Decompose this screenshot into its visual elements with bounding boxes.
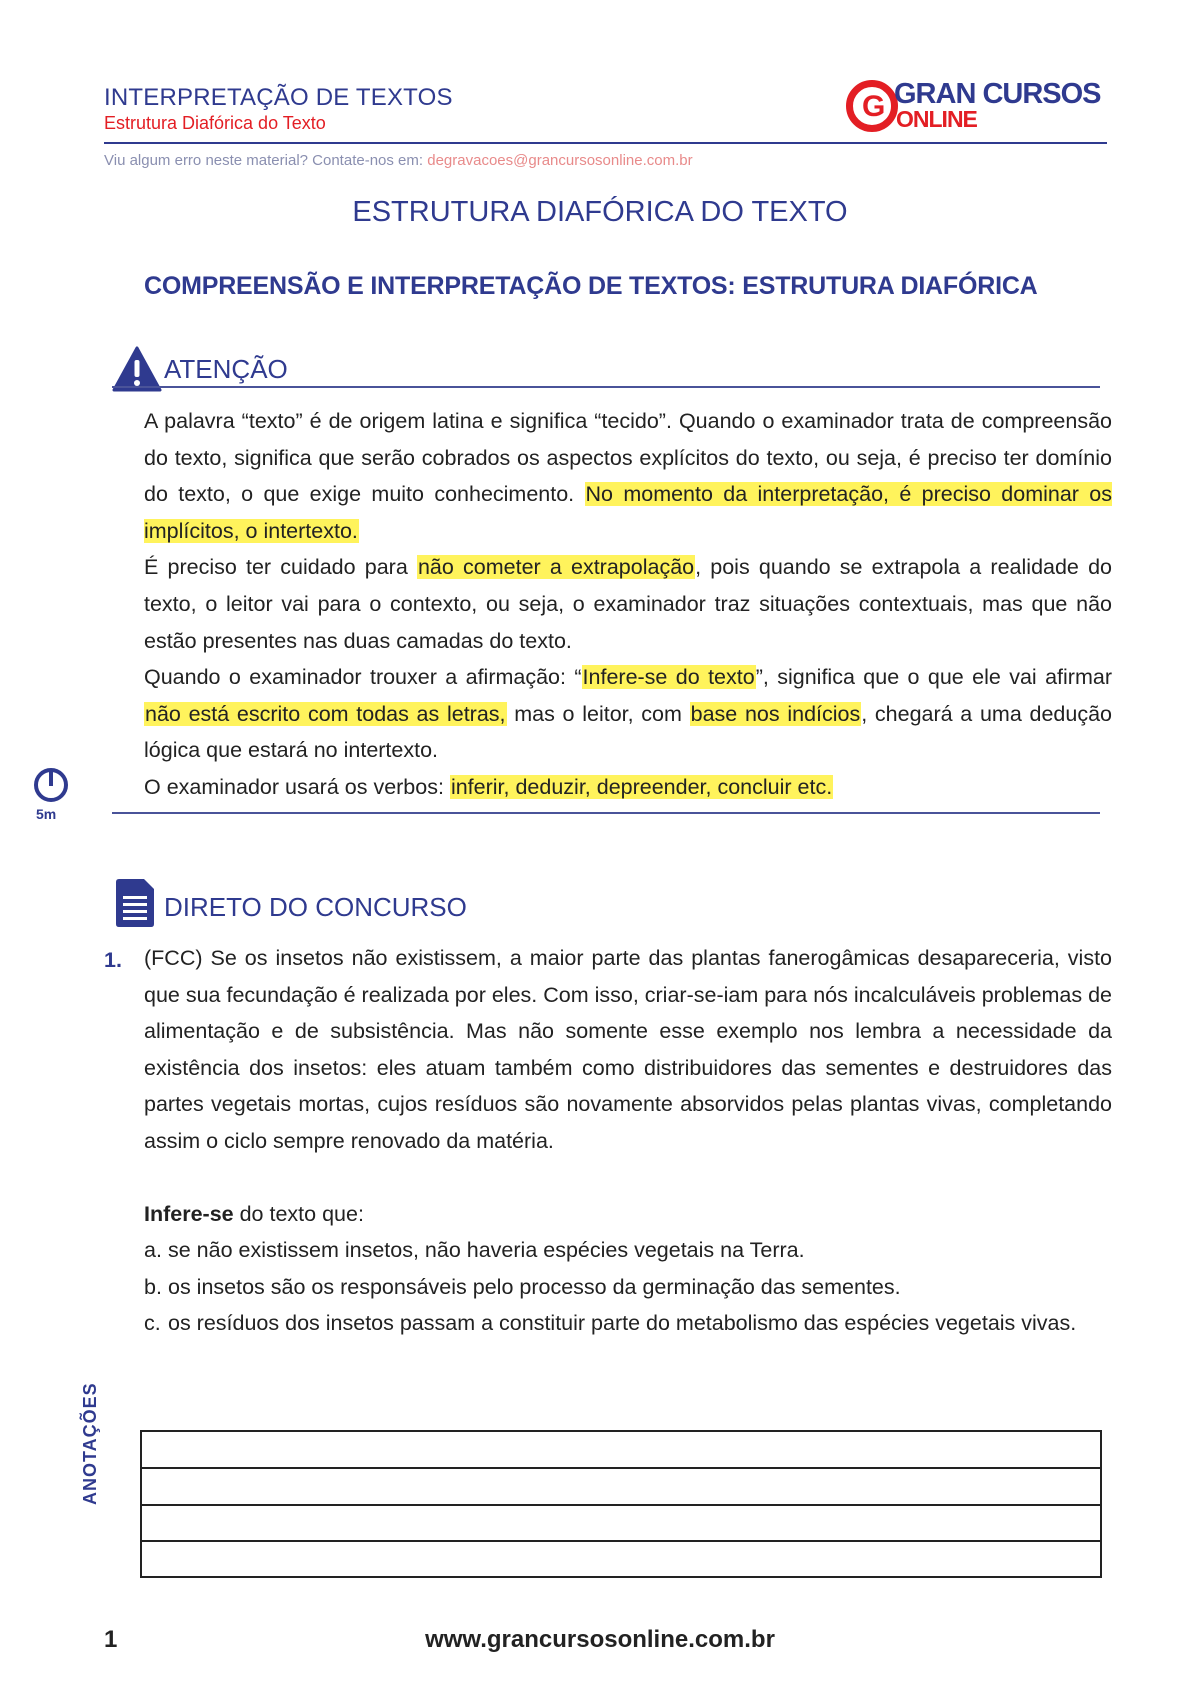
option-letter: a.	[144, 1238, 162, 1262]
attention-text: mas o leitor, com	[506, 701, 690, 726]
logo-g-mark	[846, 80, 898, 132]
attention-heading: ATENÇÃO	[164, 354, 288, 384]
notes-box[interactable]	[140, 1430, 1102, 1578]
attention-text: , pois quando se extrapola a realidade do texto, o leitor vai para o contexto, ou seja, o examinador traz situações contextuais, mas que não estão presentes nas duas camadas do texto.	[144, 555, 1112, 653]
logo-cursos-text: CURSOS	[982, 78, 1101, 110]
option-text: os resíduos dos insetos passam a constituir parte do metabolismo das espécies vegetais vivas.	[168, 1311, 1077, 1336]
page-title: ESTRUTURA DIAFÓRICA DO TEXTO	[352, 196, 848, 228]
contact-line	[104, 152, 693, 169]
logo-online-text: ONLINE	[896, 106, 977, 132]
footer-url-link[interactable]: www.grancursosonline.com.br	[425, 1626, 775, 1653]
notes-line	[142, 1540, 1100, 1542]
attention-paragraph	[144, 403, 1112, 549]
option-letter: c.	[144, 1311, 161, 1336]
section-subtitle: COMPREENSÃO E INTERPRETAÇÃO DE TEXTOS: ESTRUTURA DIAFÓRICA	[144, 272, 1038, 300]
attention-text: É preciso ter cuidado para	[144, 555, 417, 580]
question-number: 1.	[104, 948, 122, 972]
attention-top-rule	[112, 386, 1100, 388]
attention-bottom-rule	[112, 812, 1100, 814]
highlight: inferir, deduzir, depreender, concluir etc.	[450, 774, 833, 799]
page-number: 1	[104, 1626, 118, 1653]
prompt-rest: do texto que:	[233, 1202, 364, 1226]
attention-body	[144, 403, 1112, 806]
highlight: não está escrito com todas as letras,	[145, 701, 506, 726]
option-a[interactable]	[144, 1232, 1112, 1269]
attention-paragraph	[144, 549, 1112, 659]
timer-label: 5m	[36, 806, 57, 822]
notes-line	[142, 1504, 1100, 1506]
contact-prefix: Viu algum erro neste material? Contate-nos em:	[104, 152, 424, 169]
highlight: No momento da interpretação, é preciso dominar os implícitos, o intertexto.	[144, 482, 1112, 543]
option-b[interactable]	[144, 1269, 1112, 1306]
highlight: base nos indícios	[690, 701, 861, 726]
attention-paragraph	[144, 659, 1112, 769]
timer-hand	[49, 772, 53, 786]
direto-heading: DIRETO DO CONCURSO	[164, 892, 467, 922]
highlight: Infere-se do texto	[582, 665, 755, 690]
attention-text: A palavra “texto” é de origem latina e significa “tecido”. Quando o examinador trata de compreensão do texto, significa que serão cobrados os aspectos explícitos do texto, ou seja, é preciso ter domínio do texto, o que exige muito conhecimento.	[144, 409, 1112, 507]
contact-email-link[interactable]: degravacoes@grancursosonline.com.br	[427, 152, 693, 169]
option-c[interactable]	[144, 1305, 1112, 1342]
attention-text: Quando o examinador trouxer a afirmação: “	[144, 665, 582, 690]
highlight: não cometer a extrapolação	[417, 555, 695, 580]
notes-label: ANOTAÇÕES	[80, 1382, 100, 1505]
header-divider	[104, 142, 1107, 144]
logo-g-letter: G	[862, 90, 886, 123]
prompt-bold: Infere-se	[144, 1202, 234, 1226]
question-text: (FCC) Se os insetos não existissem, a maior parte das plantas fanerogâmicas desapareceria, visto que sua fecundação é realizada por eles. Com isso, criar-se-iam para nós incalculáveis problemas de alimentação e de subsistência. Mas não somente esse exemplo nos lembra a necessidade da existência dos insetos: eles atuam também como distribuidores das sementes e destruidores das partes vegetais mortas, cujos resíduos são novamente absorvidos pelas plantas vivas, completando assim o ciclo sempre renovado da matéria.	[144, 946, 1112, 1153]
document-icon	[114, 878, 156, 928]
attention-text: , chegará a uma dedução lógica que estará no intertexto.	[144, 701, 1112, 763]
attention-text: ”, significa que o que ele vai afirmar	[755, 665, 1112, 690]
question-prompt	[144, 1196, 364, 1233]
option-letter: b.	[144, 1274, 162, 1299]
notes-line	[142, 1467, 1100, 1469]
options-list	[144, 1232, 1112, 1342]
header-subtitle: Estrutura Diafórica do Texto	[104, 113, 326, 133]
option-text: se não existissem insetos, não haveria espécies vegetais na Terra.	[168, 1238, 805, 1262]
option-text: os insetos são os responsáveis pelo processo da germinação das sementes.	[168, 1274, 901, 1299]
attention-paragraph	[144, 769, 1112, 806]
gran-cursos-logo	[846, 78, 1116, 136]
header-title: INTERPRETAÇÃO DE TEXTOS	[104, 84, 453, 111]
logo-gran-text: GRAN	[894, 78, 976, 110]
attention-text: O examinador usará os verbos:	[144, 774, 450, 799]
